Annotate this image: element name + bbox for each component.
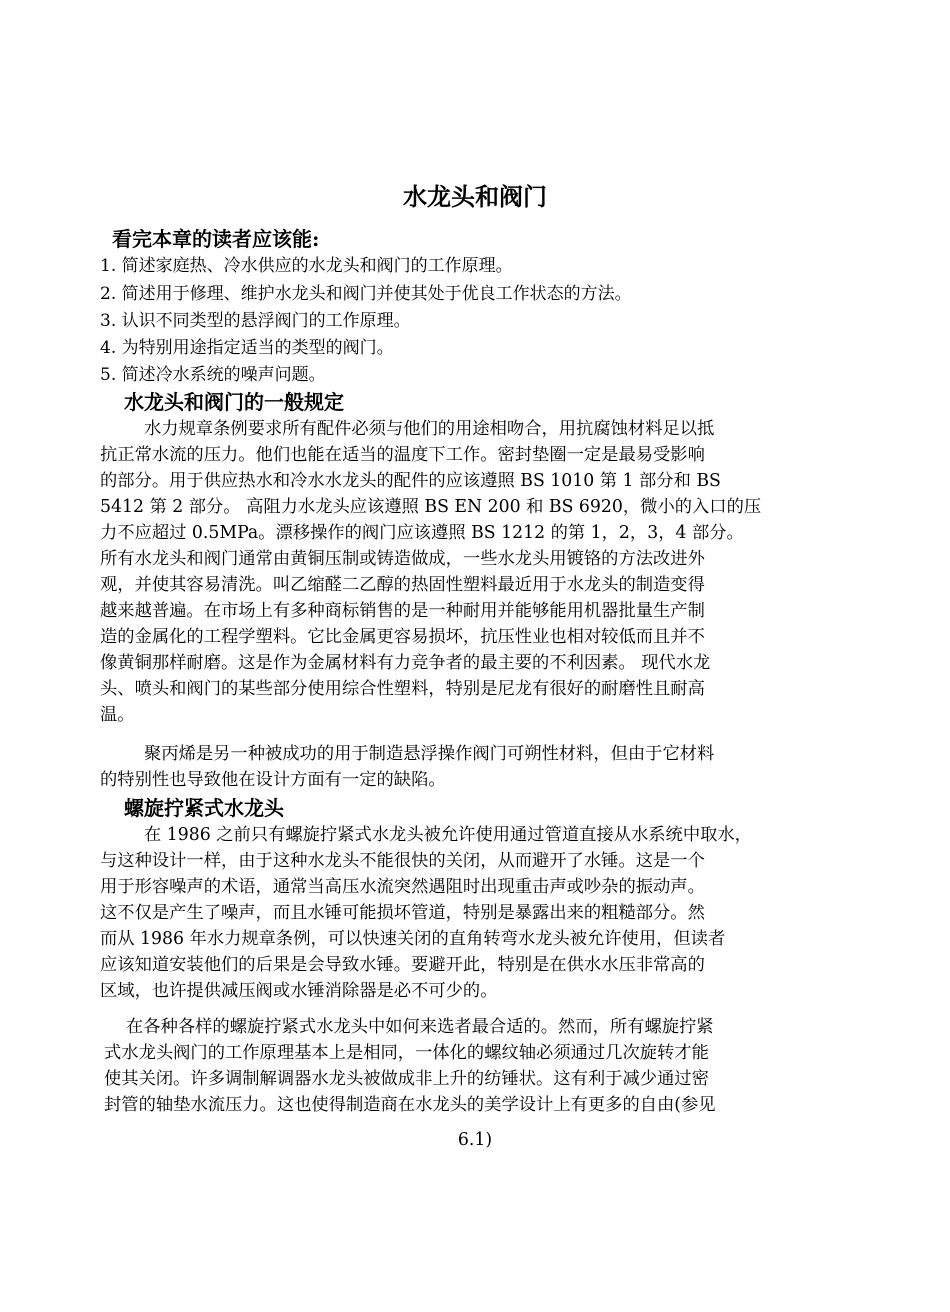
paragraph-line: 区域，也许提供减压阀或水锤消除器是必不可少的。 <box>100 981 498 1001</box>
paragraph-line: 像黄铜那样耐磨。这是作为金属材料有力竞争者的最主要的不利因素。 现代水龙 <box>100 653 711 673</box>
paragraph-line: 式水龙头阀门的工作原理基本上是相同，一体化的螺纹轴必须通过几次旋转才能 <box>104 1043 709 1063</box>
section-heading-screw-down-taps: 螺旋拧紧式水龙头 <box>124 796 284 820</box>
objectives-heading: 看完本章的读者应该能: <box>112 227 320 251</box>
figure-reference: 6.1) <box>457 1130 493 1150</box>
paragraph-screw-down-taps <box>100 822 846 1004</box>
paragraph-general-rules <box>100 416 846 728</box>
paragraph-line: 而从 1986 年水力规章条例，可以快速关闭的直角转弯水龙头被允许使用，但读者 <box>100 929 726 949</box>
objective-item: 5. 简述冷水系统的噪声问题。 <box>100 365 326 385</box>
paragraph-line: 封管的轴垫水流压力。这也使得制造商在水龙头的美学设计上有更多的自由(参见 <box>104 1095 716 1115</box>
paragraph-line: 温。 <box>100 705 135 725</box>
paragraph-line: 造的金属化的工程学塑料。它比金属更容易损坏，抗压性业也相对较低而且并不 <box>100 627 705 647</box>
section-heading-general-rules: 水龙头和阀门的一般规定 <box>124 390 344 414</box>
paragraph-line: 越来越普遍。在市场上有多种商标销售的是一种耐用并能够能用机器批量生产制 <box>100 601 705 621</box>
paragraph-line: 在 1986 之前只有螺旋拧紧式水龙头被允许使用通过管道直接从水系统中取水， <box>144 825 752 845</box>
paragraph-line: 水力规章条例要求所有配件必须与他们的用途相吻合，用抗腐蚀材料足以抵 <box>144 419 715 439</box>
paragraph-line: 所有水龙头和阀门通常由黄铜压制或铸造做成，一些水龙头用镀铬的方法改进外 <box>100 549 705 569</box>
paragraph-line: 这不仅是产生了噪声，而且水锤可能损坏管道，特别是暴露出来的粗糙部分。然 <box>100 903 705 923</box>
paragraph-line: 用于形容噪声的术语，通常当高压水流突然遇阻时出现重击声或吵杂的振动声。 <box>100 877 705 897</box>
paragraph-line: 的部分。用于供应热水和冷水水龙头的配件的应该遵照 BS 1010 第 1 部分和 BS <box>100 471 721 491</box>
paragraph-line: 的特别性也导致他在设计方面有一定的缺陷。 <box>100 770 446 790</box>
objective-item: 3. 认识不同类型的悬浮阀门的工作原理。 <box>100 311 411 331</box>
paragraph-line: 抗正常水流的压力。他们也能在适当的温度下工作。密封垫圈一定是最易受影响 <box>100 445 705 465</box>
paragraph-line: 力不应超过 0.5MPa。漂移操作的阀门应该遵照 BS 1212 的第 1，2，3，4 部分。 <box>100 523 744 543</box>
paragraph-tap-selection <box>104 1014 850 1118</box>
paragraph-polypropylene <box>100 741 846 793</box>
objective-item: 2. 简述用于修理、维护水龙头和阀门并使其处于优良工作状态的方法。 <box>100 284 632 304</box>
paragraph-line: 观，并使其容易清洗。叫乙缩醛二乙醇的热固性塑料最近用于水龙头的制造变得 <box>100 575 705 595</box>
paragraph-line: 5412 第 2 部分。 高阻力水龙头应该遵照 BS EN 200 和 BS 6920，微小的入口的压 <box>100 497 762 517</box>
objective-item: 1. 简述家庭热、冷水供应的水龙头和阀门的工作原理。 <box>100 256 513 276</box>
paragraph-line: 与这种设计一样，由于这种水龙头不能很快的关闭，从而避开了水锤。这是一个 <box>100 851 705 871</box>
paragraph-line: 头、喷头和阀门的某些部分使用综合性塑料，特别是尼龙有很好的耐磨性且耐高 <box>100 679 705 699</box>
page-title: 水龙头和阀门 <box>403 182 547 211</box>
paragraph-line: 聚丙烯是另一种被成功的用于制造悬浮操作阀门可朔性材料，但由于它材料 <box>144 744 715 764</box>
paragraph-line: 应该知道安装他们的后果是会导致水锤。要避开此，特别是在供水水压非常高的 <box>100 955 705 975</box>
objective-item: 4. 为特别用途指定适当的类型的阀门。 <box>100 338 394 358</box>
paragraph-line: 使其关闭。许多调制解调器水龙头被做成非上升的纺锤状。这有利于减少通过密 <box>104 1069 709 1089</box>
paragraph-line: 在各种各样的螺旋拧紧式水龙头中如何来选者最合适的。然而，所有螺旋拧紧 <box>126 1017 714 1037</box>
